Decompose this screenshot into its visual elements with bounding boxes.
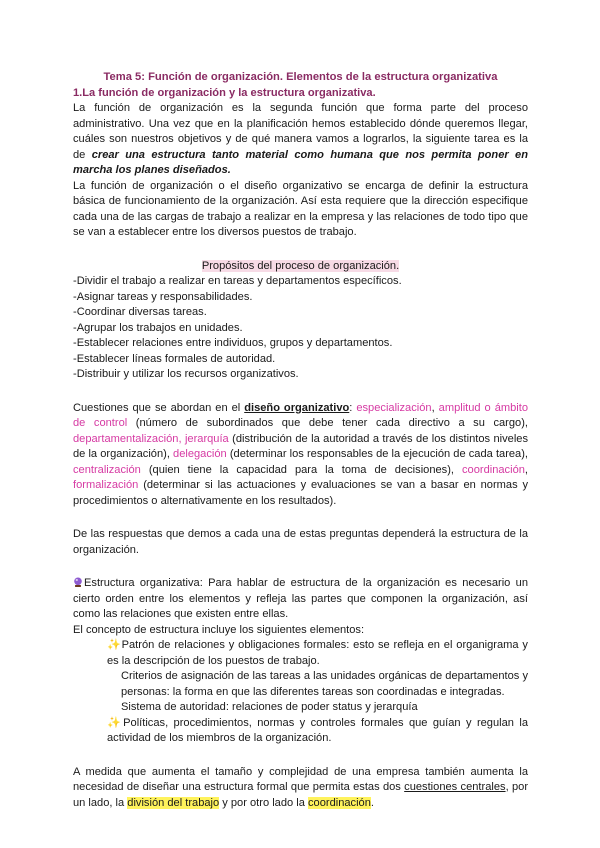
structure-element-text: Patrón de relaciones y obligaciones formales: esto se refleja en el organigrama y es la descripción de los puestos de trabajo. bbox=[107, 639, 528, 667]
purposes-list bbox=[73, 274, 528, 383]
closing-text: , por un lado, la bbox=[73, 781, 529, 809]
purposes-heading: Propósitos del proceso de organización. bbox=[201, 259, 400, 272]
questions-text: (distribución de la autoridad a través de los distintos niveles de la organización), bbox=[73, 432, 528, 460]
purpose-item: -Distribuir y utilizar los recursos organizativos. bbox=[73, 368, 299, 380]
purpose-item: -Asignar tareas y responsabilidades. bbox=[73, 290, 253, 303]
answers-paragraph: De las respuestas que demos a cada una de estas preguntas dependerá la estructura de la organización. bbox=[73, 528, 528, 556]
crystal-ball-icon bbox=[73, 577, 83, 587]
questions-separator: , bbox=[524, 463, 528, 476]
intro-paragraph-1 bbox=[73, 101, 528, 179]
keyword-formalizacion: formalización bbox=[73, 479, 139, 491]
keyword-coordinacion: coordinación bbox=[462, 463, 525, 476]
structure-text: Estructura organizativa: Para hablar de estructura de la organización es necesario un cierto orden entre los elementos y refleja las partes que componen la organización, así como las relaciones que existen entre ellas. bbox=[73, 577, 528, 620]
questions-text: (determinar si las actuaciones y evaluaciones se van a basar en normas y procedimientos o alternativamente en los resultados). bbox=[73, 479, 528, 507]
purposes-heading-wrap bbox=[73, 259, 528, 275]
structure-element bbox=[73, 638, 528, 669]
closing-text: A medida que aumenta el tamaño y complejidad de una empresa también aumenta la necesidad de diseñar una estructura formal que permita estas dos bbox=[73, 765, 528, 793]
keyword-departamentalizacion: departamentalización, jerarquía bbox=[73, 432, 229, 445]
questions-term: diseño organizativo bbox=[244, 401, 350, 414]
structure-element bbox=[73, 700, 528, 716]
highlight-division-trabajo: división del trabajo bbox=[127, 796, 220, 809]
closing-text: y por otro lado la bbox=[219, 796, 308, 809]
questions-colon: : bbox=[349, 401, 357, 414]
questions-paragraph bbox=[73, 401, 528, 510]
closing-text: . bbox=[370, 796, 374, 809]
purpose-item: -Agrupar los trabajos en unidades. bbox=[73, 321, 243, 334]
questions-text: (quien tiene la capacidad para la toma de decisiones), bbox=[140, 463, 462, 476]
sparkles-icon: ✨ bbox=[107, 716, 124, 729]
purpose-item: -Dividir el trabajo a realizar en tareas y departamentos específicos. bbox=[73, 275, 402, 287]
structure-element-text: Criterios de asignación de las tareas a las unidades orgánicas de departamentos y personas: la forma en que las diferentes tareas son coordinadas e integradas. bbox=[121, 670, 528, 698]
keyword-delegacion: delegación bbox=[173, 448, 227, 460]
highlight-coordinacion: coordinación bbox=[307, 796, 371, 809]
structure-element-text: Políticas, procedimientos, normas y controles formales que guían y regulan la actividad de los miembros de la organización. bbox=[107, 716, 528, 744]
intro-paragraph-2: La función de organización o el diseño organizativo se encarga de definir la estructura básica de funcionamiento de la organización. Así esta requiere que la dirección especifique cada una de las cargas de trabajo a realizar en la empresa y las relaciones de todo tipo que se van a establecer entre los diversos puestos de trabajo. bbox=[73, 179, 528, 238]
closing-underlined: cuestiones centrales bbox=[404, 781, 506, 793]
intro-text: La función de organización es la segunda función que forma parte del proceso administrativo. Una vez que en la planificación hemos establecido dónde queremos llegar, cuáles son nuestros objetivos y de qué manera vamos a lograrlos, la siguiente tarea es la de bbox=[73, 102, 528, 161]
structure-element bbox=[73, 669, 528, 700]
structure-element bbox=[73, 716, 528, 747]
sparkles-icon: ✨ bbox=[107, 639, 122, 651]
questions-text: (número de subordinados que debe tener cada directivo a su cargo), bbox=[127, 417, 528, 429]
purpose-item: -Establecer líneas formales de autoridad. bbox=[73, 352, 276, 365]
closing-paragraph bbox=[73, 765, 528, 812]
intro-emphasis: crear una estructura tanto material como humana que nos permita poner en marcha los planes diseñados. bbox=[73, 148, 529, 176]
document-title: Tema 5: Función de organización. Elementos de la estructura organizativa bbox=[103, 71, 498, 83]
keyword-especializacion: especialización bbox=[356, 401, 432, 414]
structure-element-text: Sistema de autoridad: relaciones de poder status y jerarquía bbox=[121, 701, 418, 713]
questions-separator: , bbox=[431, 401, 439, 414]
section-subtitle: 1.La función de organización y la estructura organizativa. bbox=[73, 86, 376, 99]
questions-lead: Cuestiones que se abordan en el bbox=[73, 401, 245, 414]
structure-elements-intro: El concepto de estructura incluye los siguientes elementos: bbox=[73, 623, 365, 636]
document-body bbox=[73, 70, 528, 811]
purpose-item: -Establecer relaciones entre individuos, grupos y departamentos. bbox=[73, 337, 393, 349]
questions-text: (determinar los responsables de la ejecución de cada tarea), bbox=[226, 448, 529, 460]
keyword-centralizacion: centralización bbox=[73, 463, 141, 476]
keyword-amplitud: amplitud o ámbito de control bbox=[73, 401, 528, 429]
structure-paragraph bbox=[73, 576, 528, 623]
purpose-item: -Coordinar diversas tareas. bbox=[73, 306, 207, 318]
